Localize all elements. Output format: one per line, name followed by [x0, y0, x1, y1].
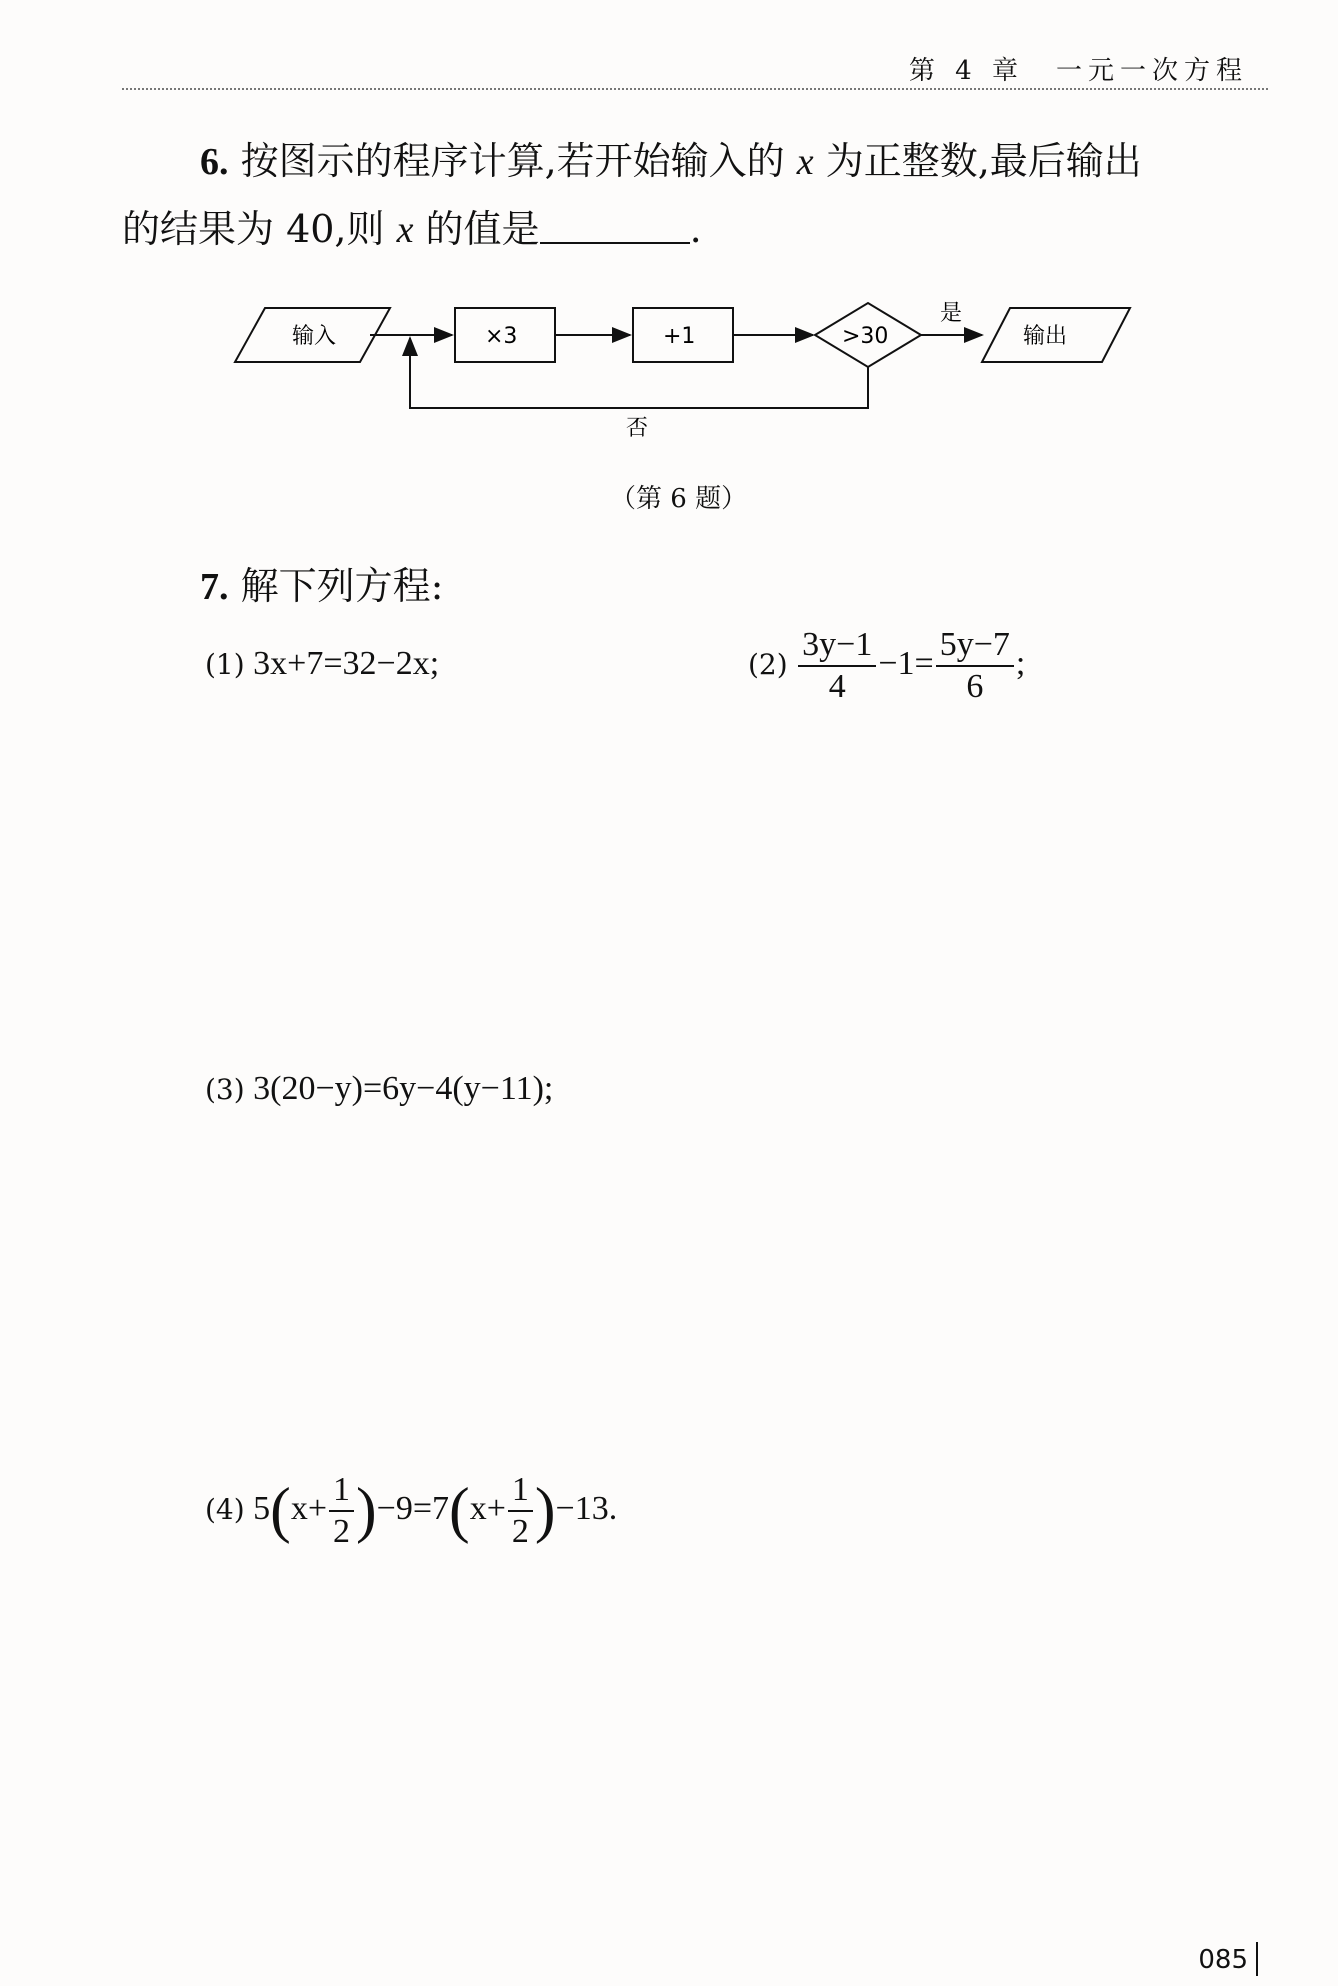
fraction-1-denominator: 4 — [828, 668, 846, 705]
question-6-line-1 — [200, 130, 1142, 185]
half-denominator-2: 2 — [511, 1513, 529, 1550]
fraction-2-denominator: 6 — [966, 668, 984, 705]
left-paren-2: ( — [449, 1476, 470, 1545]
half-numerator-1: 1 — [329, 1470, 354, 1512]
header-divider — [122, 88, 1268, 90]
equation-4-part-e: −13. — [555, 1489, 618, 1527]
fraction-2-numerator: 5y−7 — [936, 625, 1014, 667]
equation-3 — [205, 1070, 553, 1108]
input-label: 输入 — [292, 324, 337, 349]
equation-1-label: (1) — [205, 648, 245, 681]
no-label: 否 — [626, 416, 649, 440]
question-7-title — [200, 555, 443, 610]
equation-2-fraction-1 — [798, 625, 876, 707]
arrow-no-loop — [410, 338, 868, 408]
equation-4-part-a: 5 — [253, 1489, 271, 1527]
right-paren-2: ) — [534, 1476, 556, 1545]
question-7-number: 7. — [200, 566, 229, 608]
equation-2-fraction-2 — [936, 625, 1014, 707]
equation-4-label: (4) — [205, 1492, 245, 1526]
output-label: 输出 — [1023, 324, 1068, 349]
question-6-text-b: 为正整数,最后输出 — [813, 139, 1142, 183]
right-paren: ) — [356, 1476, 377, 1545]
equation-4-fraction-2 — [508, 1470, 533, 1552]
equation-3-text: 3(20−y)=6y−4(y−11); — [253, 1070, 554, 1107]
question-6-text-a: 按图示的程序计算,若开始输入的 — [240, 139, 797, 183]
equation-2-label: (2) — [748, 647, 788, 681]
question-6-number: 6. — [200, 141, 229, 183]
output-parallelogram — [982, 308, 1130, 362]
input-parallelogram — [235, 308, 390, 362]
condition-diamond — [815, 303, 921, 367]
equation-3-label: (3) — [205, 1073, 245, 1106]
equation-2-end: ; — [1015, 644, 1026, 682]
multiply-box — [455, 308, 555, 362]
equation-1-text: 3x+7=32−2x; — [253, 645, 440, 682]
answer-blank[interactable] — [540, 212, 690, 244]
left-paren: ( — [270, 1476, 291, 1545]
question-7-text: 解下列方程: — [240, 564, 444, 608]
question-6-line-2 — [122, 198, 702, 253]
page-number: 085 — [1198, 1945, 1248, 1975]
question-6-period: . — [689, 207, 702, 251]
figure-caption: （第 6 题） — [610, 484, 748, 514]
equation-4-part-c: −9=7 — [376, 1489, 450, 1527]
equation-1 — [205, 645, 439, 683]
equation-2-middle: −1= — [878, 644, 934, 682]
condition-label: >30 — [842, 324, 889, 349]
equation-2 — [748, 625, 1025, 707]
multiply-label: ×3 — [485, 324, 518, 349]
equation-4-fraction-1 — [329, 1470, 354, 1552]
question-6-line2-a: 的结果为 40,则 — [122, 207, 397, 251]
half-denominator-1: 2 — [333, 1513, 351, 1550]
half-numerator-2: 1 — [508, 1470, 533, 1512]
equation-4-part-d: x+ — [469, 1489, 506, 1527]
program-flowchart — [230, 290, 1150, 440]
question-6-var: x — [796, 141, 814, 183]
equation-4 — [205, 1470, 617, 1552]
yes-label: 是 — [940, 301, 963, 326]
add-box — [633, 308, 733, 362]
chapter-header: 第 4 章 一元一次方程 — [908, 56, 1248, 86]
page-number-bar — [1256, 1942, 1258, 1976]
equation-4-part-b: x+ — [290, 1489, 328, 1527]
fraction-1-numerator: 3y−1 — [798, 625, 876, 667]
add-label: +1 — [663, 324, 696, 349]
question-6-var-2: x — [396, 209, 414, 251]
question-6-line2-b: 的值是 — [413, 207, 540, 251]
